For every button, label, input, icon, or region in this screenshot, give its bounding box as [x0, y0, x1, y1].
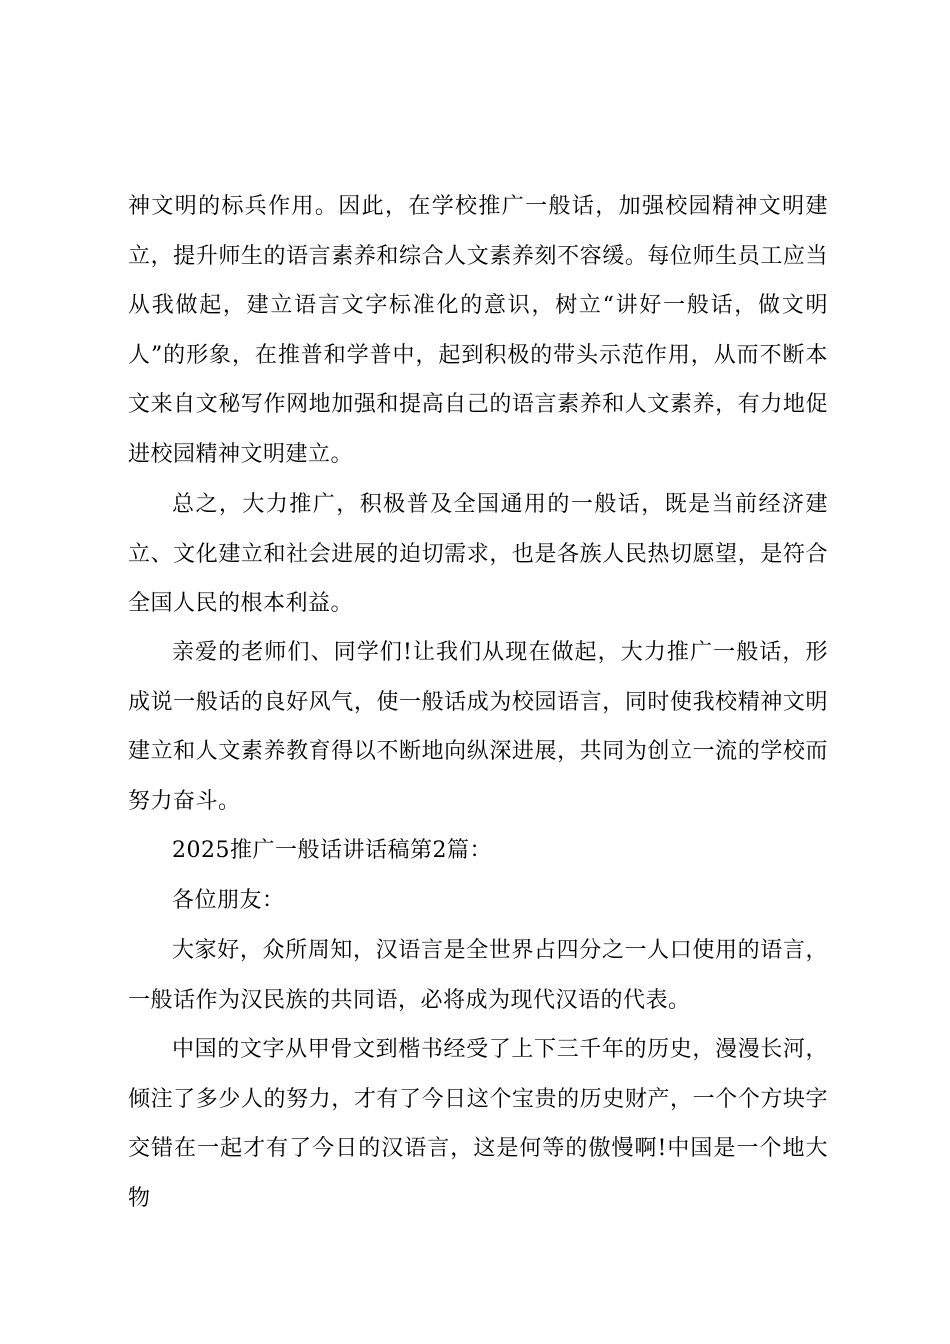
paragraph-greeting: 大家好，众所周知，汉语言是全世界占四分之一人口使用的语言，一般话作为汉民族的共同语，必将成为现代汉语的代表。 [128, 938, 828, 1013]
paragraph-continuation: 神文明的标兵作用。因此，在学校推广一般话，加强校园精神文明建立，提升师生的语言素养和综合人文素养刻不容缓。每位师生员工应当从我做起，建立语言文字标准化的意识，树立“讲好一般话，做文明人”的形象，在推普和学普中，起到积极的带头示范作用，从而不断本文来自文秘写作网地加强和提高自己的语言素养和人文素养，有力地促进校园精神文明建立。 [128, 194, 828, 467]
salutation: 各位朋友： [172, 888, 285, 913]
paragraph-conclusion: 总之，大力推广，积极普及全国通用的一般话，既是当前经济建立、文化建立和社会进展的迫切需求，也是各族人民热切愿望，是符合全国人民的根本利益。 [128, 492, 828, 616]
paragraph-history: 中国的文字从甲骨文到楷书经受了上下三千年的历史，漫漫长河，倾注了多少人的努力，才有了今日这个宝贵的历史财产，一个个方块字交错在一起才有了今日的汉语言，这是何等的傲慢啊!中国是一个地大物 [128, 1037, 828, 1211]
paragraph-appeal: 亲爱的老师们、同学们!让我们从现在做起，大力推广一般话，形成说一般话的良好风气，使一般话成为校园语言，同时使我校精神文明建立和人文素养教育得以不断地向纵深进展，共同为创立一流的学校而努力奋斗。 [128, 640, 828, 814]
section-heading: 2025推广一般话讲话稿第2篇： [172, 838, 492, 863]
